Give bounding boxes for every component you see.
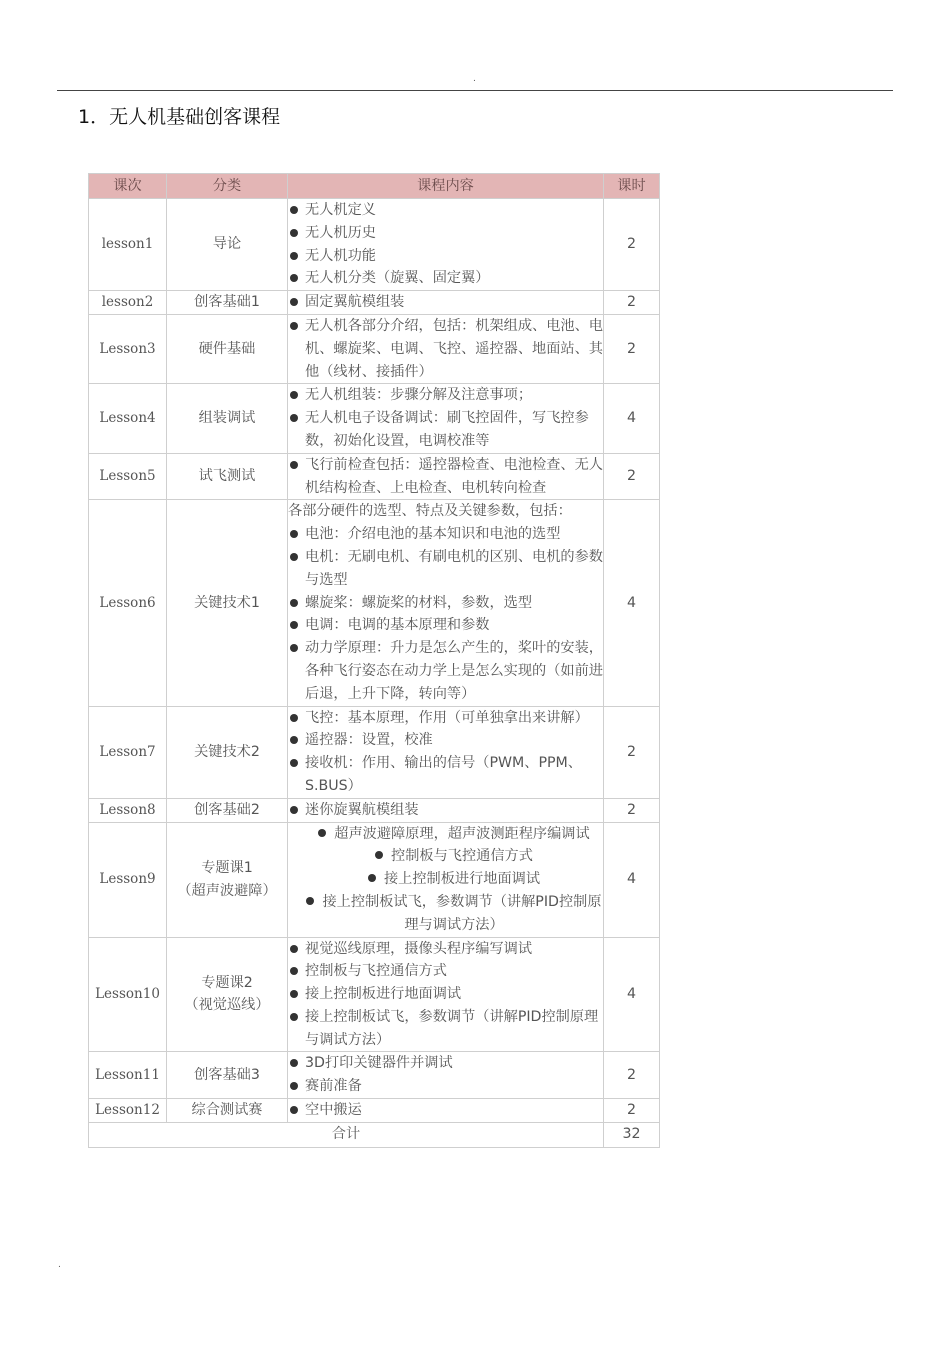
table-row (89, 291, 660, 315)
content-item: 电调：电调的基本原理和参数 (288, 614, 603, 637)
table-row (89, 384, 660, 453)
section-title: 1．无人机基础创客课程 (78, 106, 281, 128)
content-item: 飞行前检查包括：遥控器检查、电池检查、无人机结构检查、上电检查、电机转向检查 (288, 454, 603, 500)
category-cell: 创客基础2 (167, 798, 288, 822)
lesson-cell: Lesson5 (89, 453, 167, 500)
content-item: 控制板与飞控通信方式 (288, 960, 603, 983)
content-item: 迷你旋翼航模组装 (288, 799, 603, 822)
content-item: 无人机历史 (288, 222, 603, 245)
category-label: 专题课1 (201, 859, 253, 876)
category-sublabel: （视觉巡线） (184, 997, 270, 1014)
category-label: 专题课2 (201, 974, 253, 991)
content-cell (288, 1052, 604, 1099)
total-row (89, 1122, 660, 1147)
content-item: 电池：介绍电池的基本知识和电池的选型 (288, 523, 603, 546)
category-cell: 关键技术2 (167, 706, 288, 798)
hours-cell: 2 (604, 798, 660, 822)
table-header-row (89, 174, 660, 199)
content-item: 接上控制板试飞，参数调节（讲解PID控制原理与调试方法） (288, 891, 603, 937)
hours-cell: 2 (604, 1052, 660, 1099)
content-item: 遥控器：设置，校准 (288, 729, 603, 752)
bullet-icon (368, 874, 376, 882)
content-item: 接上控制板进行地面调试 (288, 983, 603, 1006)
category-cell: 硬件基础 (167, 314, 288, 383)
category-cell (167, 822, 288, 937)
content-cell (288, 384, 604, 453)
content-item: 无人机定义 (288, 199, 603, 222)
content-item: 接上控制板试飞，参数调节（讲解PID控制原理与调试方法） (288, 1006, 603, 1052)
content-item: 电机：无刷电机、有刷电机的区别、电机的参数与选型 (288, 546, 603, 592)
content-cell (288, 453, 604, 500)
header-category: 分类 (167, 174, 288, 199)
content-item: 动力学原理：升力是怎么产生的，桨叶的安装，各种飞行姿态在动力学上是怎么实现的（如前进后退，上升下降，转向等） (288, 637, 603, 705)
content-item: 控制板与飞控通信方式 (288, 845, 603, 868)
table-row (89, 500, 660, 706)
lesson-cell: Lesson11 (89, 1052, 167, 1099)
content-item: 接上控制板进行地面调试 (288, 868, 603, 891)
total-value: 32 (604, 1122, 660, 1147)
category-cell: 综合测试赛 (167, 1099, 288, 1123)
category-cell: 创客基础1 (167, 291, 288, 315)
header-dot: . (473, 74, 476, 84)
content-item: 空中搬运 (288, 1099, 603, 1122)
category-cell: 创客基础3 (167, 1052, 288, 1099)
hours-cell: 2 (604, 314, 660, 383)
content-item: 螺旋桨：螺旋桨的材料，参数，选型 (288, 592, 603, 615)
content-cell (288, 798, 604, 822)
content-item: 3D打印关键器件并调试 (288, 1052, 603, 1075)
lesson-cell: Lesson8 (89, 798, 167, 822)
bullet-icon (306, 897, 314, 905)
header-content: 课程内容 (288, 174, 604, 199)
bullet-icon (318, 829, 326, 837)
content-cell (288, 822, 604, 937)
table-row (89, 706, 660, 798)
lesson-cell: Lesson7 (89, 706, 167, 798)
lesson-cell: Lesson12 (89, 1099, 167, 1123)
content-item: 无人机电子设备调试：刷飞控固件，写飞控参数，初始化设置，电调校准等 (288, 407, 603, 453)
content-item: 视觉巡线原理，摄像头程序编写调试 (288, 938, 603, 961)
table-row (89, 822, 660, 937)
lesson-cell: lesson2 (89, 291, 167, 315)
content-item: 无人机功能 (288, 245, 603, 268)
category-cell (167, 937, 288, 1052)
table-row (89, 314, 660, 383)
lesson-cell: Lesson10 (89, 937, 167, 1052)
header-hours: 课时 (604, 174, 660, 199)
lesson-cell: Lesson9 (89, 822, 167, 937)
header-lesson: 课次 (89, 174, 167, 199)
content-intro: 各部分硬件的选型、特点及关键参数，包括： (288, 503, 572, 520)
lesson-cell: Lesson6 (89, 500, 167, 706)
lesson-cell: Lesson3 (89, 314, 167, 383)
hours-cell: 4 (604, 822, 660, 937)
category-cell: 组装调试 (167, 384, 288, 453)
table-row (89, 1099, 660, 1123)
lesson-cell: Lesson4 (89, 384, 167, 453)
hours-cell: 4 (604, 500, 660, 706)
total-label: 合计 (89, 1122, 604, 1147)
content-cell (288, 314, 604, 383)
content-item: 超声波避障原理，超声波测距程序编调试 (288, 823, 603, 846)
content-cell (288, 291, 604, 315)
hours-cell: 2 (604, 453, 660, 500)
table-row (89, 1052, 660, 1099)
hours-cell: 2 (604, 1099, 660, 1123)
content-item: 无人机分类（旋翼、固定翼） (288, 267, 603, 290)
category-sublabel: （超声波避障） (177, 882, 277, 899)
content-item: 固定翼航模组装 (288, 291, 603, 314)
content-item: 无人机各部分介绍，包括：机架组成、电池、电机、螺旋桨、电调、飞控、遥控器、地面站、其他（线材、接插件） (288, 315, 603, 383)
content-cell (288, 1099, 604, 1123)
lesson-cell: lesson1 (89, 199, 167, 291)
content-cell (288, 199, 604, 291)
course-table (88, 173, 660, 1148)
hours-cell: 4 (604, 937, 660, 1052)
content-item: 无人机组装：步骤分解及注意事项； (288, 384, 603, 407)
content-cell (288, 937, 604, 1052)
table-row (89, 937, 660, 1052)
table-row (89, 199, 660, 291)
hours-cell: 4 (604, 384, 660, 453)
category-cell: 试飞测试 (167, 453, 288, 500)
category-cell: 导论 (167, 199, 288, 291)
bullet-icon (375, 851, 383, 859)
hours-cell: 2 (604, 291, 660, 315)
table-row (89, 798, 660, 822)
hours-cell: 2 (604, 706, 660, 798)
content-cell (288, 500, 604, 706)
category-cell: 关键技术1 (167, 500, 288, 706)
header-rule (57, 90, 893, 91)
content-item: 接收机：作用、输出的信号（PWM、PPM、S.BUS） (288, 752, 603, 798)
content-item: 飞控：基本原理，作用（可单独拿出来讲解） (288, 707, 603, 730)
footer-dot: . (58, 1260, 61, 1270)
hours-cell: 2 (604, 199, 660, 291)
table-row (89, 453, 660, 500)
content-item: 赛前准备 (288, 1075, 603, 1098)
content-cell (288, 706, 604, 798)
